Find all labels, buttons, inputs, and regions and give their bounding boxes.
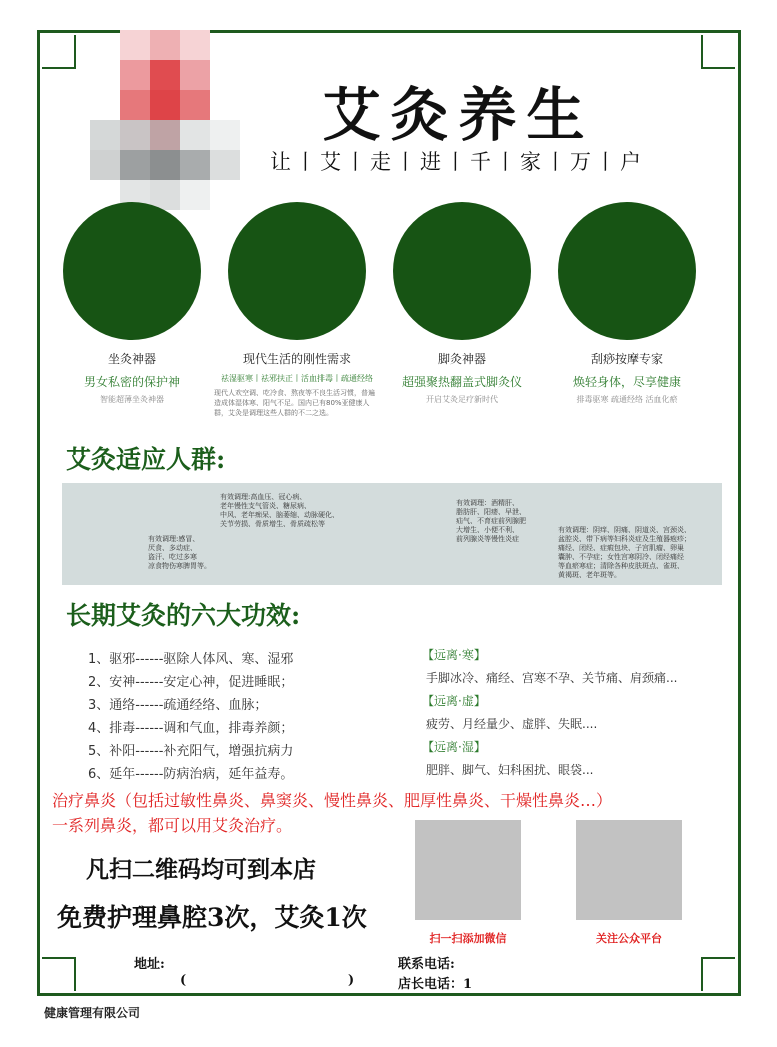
product-image-placeholder	[393, 202, 531, 340]
feature-desc: 现代人欢空调、吃冷食、熬夜等不良生活习惯，普遍造成体湿体寒、阳气不足。国内已有80%亚健康人群，艾灸是调理这些人群的不二之选。	[214, 389, 375, 417]
feature-heading: 刮痧按摩专家	[590, 352, 663, 366]
benefit-tag: 【远离·虚】	[422, 694, 486, 708]
feature-tagline: 焕轻身体，尽享健康	[572, 375, 681, 389]
benefit-tag: 【远离·寒】	[422, 648, 486, 662]
phone-label: 联系电话:	[398, 957, 455, 972]
benefit-item: 4、排毒------调和气血，排毒养颜；	[88, 721, 294, 736]
feature-desc: 智能超薄坐灸神器	[100, 395, 164, 404]
group-text: 有效调理:高血压、冠心病、 老年慢性支气管炎、糖尿病、 中风、老年痴呆、脑萎缩、动脉硬化、 关节劳损、骨质增生、骨质疏松等	[220, 493, 339, 528]
address-paren-close: )	[348, 973, 355, 988]
section-heading-six-benefits: 长期艾灸的六大功效:	[66, 601, 301, 630]
feature-tagline: 超强聚热翻盖式脚灸仪	[401, 375, 522, 389]
feature-card	[202, 350, 392, 418]
frame-corner-ornament	[42, 35, 76, 69]
group-text: 有效调理：酒精肝、 脂肪肝、阳痿、早泄、 疝气、不育症前列腺肥 大增生、小便不利、 前列腺炎等慢性炎症	[456, 499, 526, 543]
group-text: 有效调理：阴痒、阴痛、阴道炎、宫颈炎、 盆腔炎、带下病等妇科炎症及生殖器疱疹； 痛经、闭经、症瘕包块、子宫肌瘤、卵巢 囊肿、不孕症；女性宫寒阴冷、闭经痛经 等血瘀寒症；清除各种皮肤斑点、雀斑、 黄褐斑、老年斑等。	[558, 526, 691, 579]
product-image-placeholder	[63, 202, 201, 340]
promo-line: 免费护理鼻腔3次，艾灸1次	[57, 903, 367, 932]
feature-card	[37, 350, 227, 405]
address-label: 地址:	[134, 957, 165, 972]
feature-tagline: 男女私密的保护神	[83, 375, 180, 389]
rhinitis-notice: 一系列鼻炎，都可以用艾灸治疗。	[52, 816, 293, 835]
feature-heading: 脚灸神器	[437, 352, 486, 366]
benefit-item: 3、通络------疏通经络、血脉；	[88, 698, 268, 713]
frame-corner-ornament	[42, 957, 76, 991]
feature-heading: 坐灸神器	[107, 352, 156, 366]
benefit-detail: 手脚冰冷、痛经、宫寒不孕、关节痛、肩颈痛...	[426, 671, 678, 685]
frame-corner-ornament	[701, 35, 735, 69]
wechat-qr-label: 扫一扫添加微信	[429, 932, 507, 945]
feature-tagline: 祛湿驱寒丨祛邪扶正丨活血排毒丨疏通经络	[221, 374, 373, 383]
group-text: 有效调理:感冒、 厌食、多动症、 盗汗、吃过多寒 凉食物伤寒脾胃等。	[148, 535, 211, 570]
feature-heading: 现代生活的刚性需求	[242, 352, 351, 366]
company-name: 健康管理有限公司	[44, 1006, 141, 1020]
page-title: 艾灸养生	[322, 81, 595, 149]
feature-card	[532, 350, 722, 405]
suitable-groups-band	[62, 483, 722, 585]
rhinitis-notice: 治疗鼻炎（包括过敏性鼻炎、鼻窦炎、慢性鼻炎、肥厚性鼻炎、干燥性鼻炎…）	[52, 791, 613, 810]
benefit-detail: 疲劳、月经量少、虚胖、失眠....	[426, 717, 598, 731]
product-image-placeholder	[228, 202, 366, 340]
feature-desc: 开启艾灸足疗新时代	[426, 395, 498, 404]
feature-desc: 排毒驱寒 疏通经络 活血化瘀	[576, 395, 678, 404]
section-heading-suitable-groups: 艾灸适应人群:	[66, 445, 226, 474]
feature-card	[367, 350, 557, 405]
page-subtitle: 让丨艾丨走丨进丨千丨家丨万丨户	[270, 150, 645, 174]
public-account-qr-label: 关注公众平台	[596, 932, 662, 945]
promo-line: 凡扫二维码均可到本店	[86, 856, 316, 883]
address-paren-open: (	[180, 973, 187, 988]
benefit-detail: 肥胖、脚气、妇科困扰、眼袋...	[426, 763, 594, 777]
product-image-placeholder	[558, 202, 696, 340]
benefit-item: 1、驱邪------驱除人体风、寒、湿邪	[88, 652, 294, 667]
benefit-item: 5、补阳------补充阳气，增强抗病力	[88, 744, 294, 759]
wechat-qr-code[interactable]	[415, 820, 521, 920]
public-account-qr-code[interactable]	[576, 820, 682, 920]
benefit-tag: 【远离·湿】	[422, 740, 486, 754]
manager-phone: 店长电话：1	[398, 977, 473, 992]
frame-corner-ornament	[701, 957, 735, 991]
benefit-item: 6、延年------防病治病，延年益寿。	[88, 767, 294, 782]
benefit-item: 2、安神------安定心神，促进睡眠；	[88, 675, 294, 690]
